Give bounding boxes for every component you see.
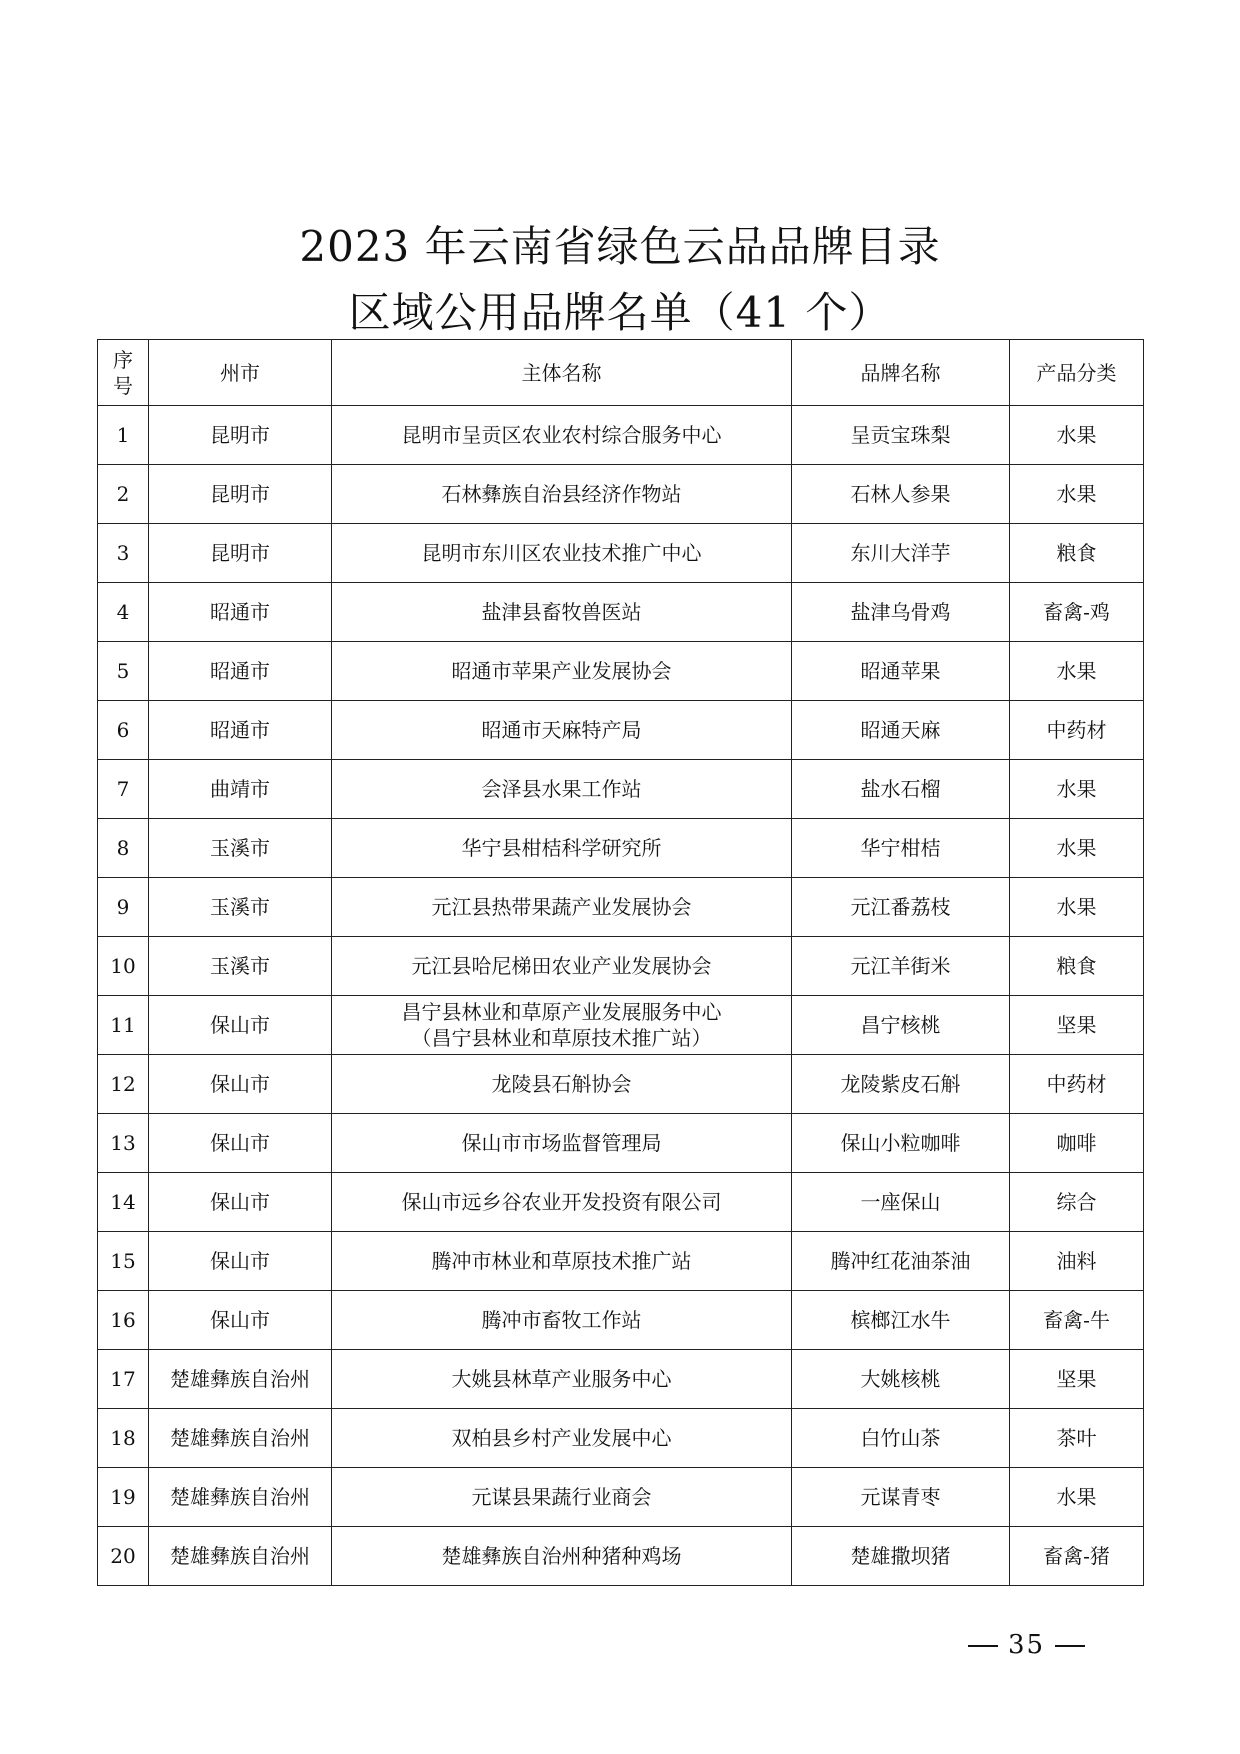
cell-entity (332, 996, 792, 1055)
cell-city: 玉溪市 (149, 937, 332, 996)
table-row (98, 1232, 1144, 1291)
cell-seq: 19 (98, 1468, 149, 1527)
table-row (98, 642, 1144, 701)
page-number: 35 (1008, 1630, 1046, 1660)
cell-category: 中药材 (1010, 1055, 1144, 1114)
cell-seq: 18 (98, 1409, 149, 1468)
header-city: 州市 (149, 340, 332, 406)
cell-entity (332, 465, 792, 524)
cell-entity (332, 406, 792, 465)
entity-line: 双柏县乡村产业发展中心 (451, 1426, 672, 1450)
cell-brand: 一座保山 (792, 1173, 1010, 1232)
cell-category: 水果 (1010, 760, 1144, 819)
cell-category: 油料 (1010, 1232, 1144, 1291)
entity-line: 腾冲市畜牧工作站 (481, 1308, 642, 1332)
cell-city: 昭通市 (149, 701, 332, 760)
table-row (98, 1291, 1144, 1350)
entity-line: 会泽县水果工作站 (481, 777, 642, 801)
cell-brand: 保山小粒咖啡 (792, 1114, 1010, 1173)
cell-city: 楚雄彝族自治州 (149, 1350, 332, 1409)
cell-seq: 5 (98, 642, 149, 701)
cell-seq: 10 (98, 937, 149, 996)
table-row (98, 406, 1144, 465)
cell-city: 楚雄彝族自治州 (149, 1468, 332, 1527)
entity-line: 盐津县畜牧兽医站 (481, 600, 642, 624)
cell-seq: 7 (98, 760, 149, 819)
entity-line: 龙陵县石斛协会 (491, 1072, 632, 1096)
cell-city: 玉溪市 (149, 819, 332, 878)
cell-seq: 20 (98, 1527, 149, 1586)
cell-entity (332, 819, 792, 878)
table-row (98, 1468, 1144, 1527)
header-brand: 品牌名称 (792, 340, 1010, 406)
cell-city: 昭通市 (149, 642, 332, 701)
entity-line: 昭通市苹果产业发展协会 (451, 659, 672, 683)
entity-line: 楚雄彝族自治州种猪种鸡场 (441, 1544, 682, 1568)
table-row (98, 1527, 1144, 1586)
entity-line: 华宁县柑桔科学研究所 (461, 836, 662, 860)
header-seq (98, 340, 149, 406)
cell-city: 保山市 (149, 1114, 332, 1173)
cell-city: 保山市 (149, 1173, 332, 1232)
cell-city: 保山市 (149, 1291, 332, 1350)
entity-line: 昭通市天麻特产局 (481, 718, 642, 742)
cell-entity (332, 1114, 792, 1173)
document-subtitle: 区域公用品牌名单（41 个） (348, 288, 892, 337)
cell-entity (332, 1232, 792, 1291)
cell-seq: 11 (98, 996, 149, 1055)
table-row (98, 760, 1144, 819)
table-row (98, 819, 1144, 878)
cell-brand: 石林人参果 (792, 465, 1010, 524)
cell-brand: 昭通苹果 (792, 642, 1010, 701)
cell-seq: 12 (98, 1055, 149, 1114)
cell-brand: 元谋青枣 (792, 1468, 1010, 1527)
cell-city: 昆明市 (149, 465, 332, 524)
cell-seq: 1 (98, 406, 149, 465)
cell-brand: 盐水石榴 (792, 760, 1010, 819)
cell-entity (332, 1291, 792, 1350)
entity-line: 保山市市场监督管理局 (461, 1131, 662, 1155)
cell-category: 水果 (1010, 406, 1144, 465)
cell-seq: 3 (98, 524, 149, 583)
cell-seq: 17 (98, 1350, 149, 1409)
cell-category: 水果 (1010, 1468, 1144, 1527)
table-row (98, 878, 1144, 937)
cell-city: 曲靖市 (149, 760, 332, 819)
brand-list-table (97, 339, 1144, 1586)
cell-entity (332, 760, 792, 819)
cell-category: 坚果 (1010, 996, 1144, 1055)
cell-category: 水果 (1010, 819, 1144, 878)
cell-brand: 昌宁核桃 (792, 996, 1010, 1055)
cell-seq: 6 (98, 701, 149, 760)
cell-brand: 昭通天麻 (792, 701, 1010, 760)
entity-line: 石林彝族自治县经济作物站 (441, 482, 682, 506)
table-row (98, 524, 1144, 583)
cell-category: 水果 (1010, 878, 1144, 937)
cell-entity (332, 1527, 792, 1586)
cell-brand: 元江羊街米 (792, 937, 1010, 996)
cell-brand: 腾冲红花油茶油 (792, 1232, 1010, 1291)
table-row (98, 1055, 1144, 1114)
cell-city: 昆明市 (149, 524, 332, 583)
cell-category: 中药材 (1010, 701, 1144, 760)
cell-city: 玉溪市 (149, 878, 332, 937)
cell-category: 粮食 (1010, 937, 1144, 996)
page-footer (958, 1630, 1095, 1660)
cell-entity (332, 1173, 792, 1232)
cell-brand: 槟榔江水牛 (792, 1291, 1010, 1350)
cell-city: 楚雄彝族自治州 (149, 1527, 332, 1586)
cell-city: 昆明市 (149, 406, 332, 465)
cell-entity (332, 642, 792, 701)
cell-entity (332, 1468, 792, 1527)
cell-seq: 8 (98, 819, 149, 878)
cell-brand: 华宁柑桔 (792, 819, 1010, 878)
cell-entity (332, 937, 792, 996)
table-row (98, 1350, 1144, 1409)
cell-category: 畜禽-猪 (1010, 1527, 1144, 1586)
entity-line: 昆明市东川区农业技术推广中心 (421, 541, 702, 565)
table-row (98, 701, 1144, 760)
cell-entity (332, 1409, 792, 1468)
table-row (98, 1409, 1144, 1468)
table-body (98, 406, 1144, 1586)
cell-entity (332, 1055, 792, 1114)
cell-seq: 13 (98, 1114, 149, 1173)
dash-left (968, 1645, 998, 1647)
cell-brand: 龙陵紫皮石斛 (792, 1055, 1010, 1114)
cell-brand: 元江番荔枝 (792, 878, 1010, 937)
cell-city: 保山市 (149, 1232, 332, 1291)
cell-brand: 大姚核桃 (792, 1350, 1010, 1409)
cell-category: 坚果 (1010, 1350, 1144, 1409)
cell-entity (332, 701, 792, 760)
cell-seq: 16 (98, 1291, 149, 1350)
cell-entity (332, 583, 792, 642)
entity-line: 保山市远乡谷农业开发投资有限公司 (401, 1190, 722, 1214)
cell-category: 水果 (1010, 642, 1144, 701)
entity-line: 腾冲市林业和草原技术推广站 (431, 1249, 692, 1273)
cell-category: 粮食 (1010, 524, 1144, 583)
cell-brand: 楚雄撒坝猪 (792, 1527, 1010, 1586)
dash-right (1055, 1645, 1085, 1647)
table-row (98, 996, 1144, 1055)
cell-seq: 4 (98, 583, 149, 642)
entity-line-secondary: （昌宁县林业和草原技术推广站） (411, 1026, 712, 1050)
entity-line: 昆明市呈贡区农业农村综合服务中心 (401, 423, 722, 447)
table-row (98, 583, 1144, 642)
cell-seq: 15 (98, 1232, 149, 1291)
entity-line: 昌宁县林业和草原产业发展服务中心 (401, 1000, 722, 1024)
cell-entity (332, 878, 792, 937)
cell-category: 茶叶 (1010, 1409, 1144, 1468)
table-row (98, 1114, 1144, 1173)
table-header-row (98, 340, 1144, 406)
cell-brand: 盐津乌骨鸡 (792, 583, 1010, 642)
cell-brand: 东川大洋芋 (792, 524, 1010, 583)
cell-entity (332, 1350, 792, 1409)
header-category: 产品分类 (1010, 340, 1144, 406)
table-row (98, 1173, 1144, 1232)
cell-city: 昭通市 (149, 583, 332, 642)
cell-brand: 呈贡宝珠梨 (792, 406, 1010, 465)
header-entity: 主体名称 (332, 340, 792, 406)
header-seq-line1: 序 (113, 347, 133, 372)
entity-line: 元江县热带果蔬产业发展协会 (431, 895, 692, 919)
cell-category: 畜禽-鸡 (1010, 583, 1144, 642)
entity-line: 元江县哈尼梯田农业产业发展协会 (411, 954, 712, 978)
cell-category: 综合 (1010, 1173, 1144, 1232)
cell-city: 保山市 (149, 1055, 332, 1114)
document-title: 2023 年云南省绿色云品品牌目录 (299, 222, 941, 271)
cell-entity (332, 524, 792, 583)
cell-city: 保山市 (149, 996, 332, 1055)
cell-seq: 14 (98, 1173, 149, 1232)
table-row (98, 465, 1144, 524)
cell-city: 楚雄彝族自治州 (149, 1409, 332, 1468)
cell-category: 畜禽-牛 (1010, 1291, 1144, 1350)
cell-seq: 9 (98, 878, 149, 937)
cell-category: 咖啡 (1010, 1114, 1144, 1173)
entity-line: 元谋县果蔬行业商会 (471, 1485, 652, 1509)
cell-category: 水果 (1010, 465, 1144, 524)
table-row (98, 937, 1144, 996)
cell-brand: 白竹山茶 (792, 1409, 1010, 1468)
entity-line: 大姚县林草产业服务中心 (451, 1367, 672, 1391)
cell-seq: 2 (98, 465, 149, 524)
header-seq-line2: 号 (113, 373, 133, 398)
